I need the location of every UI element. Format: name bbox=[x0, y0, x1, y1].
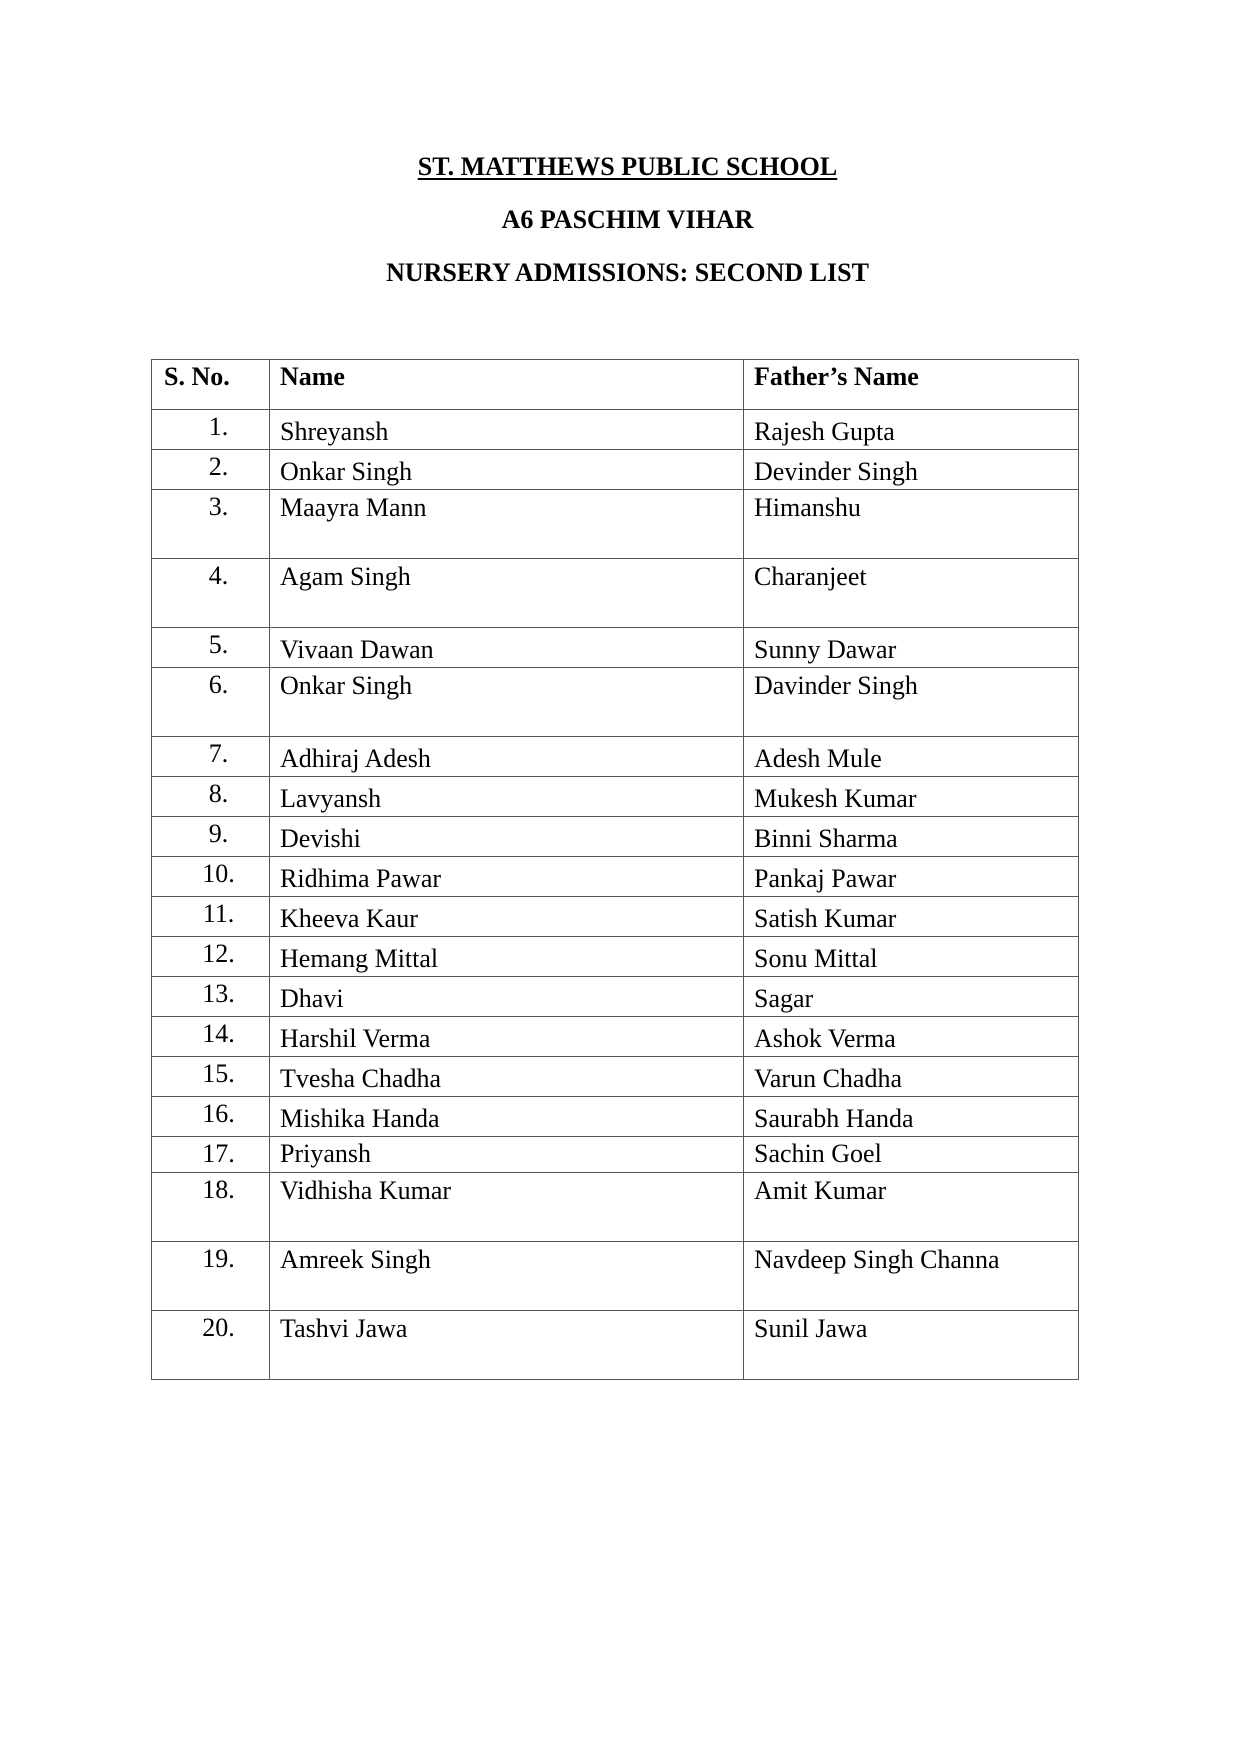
sno-cell: 1. bbox=[152, 410, 270, 450]
student-name-cell: Devishi bbox=[270, 817, 744, 857]
student-name-cell: Tashvi Jawa bbox=[270, 1311, 744, 1380]
table-row bbox=[152, 1097, 1079, 1137]
sno-cell: 5. bbox=[152, 628, 270, 668]
father-name-cell: Adesh Mule bbox=[744, 737, 1079, 777]
sno-cell: 12. bbox=[152, 937, 270, 977]
table-row bbox=[152, 897, 1079, 937]
table-row bbox=[152, 1173, 1079, 1242]
student-name-cell: Priyansh bbox=[270, 1137, 744, 1173]
list-title-heading: NURSERY ADMISSIONS: SECOND LIST bbox=[386, 258, 869, 287]
sno-cell: 9. bbox=[152, 817, 270, 857]
table-header-row bbox=[152, 360, 1079, 410]
sno-cell: 3. bbox=[152, 490, 270, 559]
admissions-table bbox=[151, 359, 1079, 1380]
table-row bbox=[152, 1242, 1079, 1311]
sno-cell: 2. bbox=[152, 450, 270, 490]
sno-cell: 8. bbox=[152, 777, 270, 817]
table-row bbox=[152, 817, 1079, 857]
student-name-cell: Harshil Verma bbox=[270, 1017, 744, 1057]
sno-cell: 7. bbox=[152, 737, 270, 777]
sno-cell: 18. bbox=[152, 1173, 270, 1242]
sno-cell: 13. bbox=[152, 977, 270, 1017]
student-name-cell: Vivaan Dawan bbox=[270, 628, 744, 668]
father-name-cell: Pankaj Pawar bbox=[744, 857, 1079, 897]
table-row bbox=[152, 977, 1079, 1017]
student-name-cell: Shreyansh bbox=[270, 410, 744, 450]
student-name-cell: Maayra Mann bbox=[270, 490, 744, 559]
sno-cell: 17. bbox=[152, 1137, 270, 1173]
student-name-cell: Hemang Mittal bbox=[270, 937, 744, 977]
father-name-cell: Rajesh Gupta bbox=[744, 410, 1079, 450]
student-name-cell: Mishika Handa bbox=[270, 1097, 744, 1137]
student-name-cell: Kheeva Kaur bbox=[270, 897, 744, 937]
sno-cell: 4. bbox=[152, 559, 270, 628]
sno-cell: 16. bbox=[152, 1097, 270, 1137]
father-name-cell: Sonu Mittal bbox=[744, 937, 1079, 977]
table-row bbox=[152, 450, 1079, 490]
father-name-cell: Satish Kumar bbox=[744, 897, 1079, 937]
table-row bbox=[152, 1017, 1079, 1057]
table-body bbox=[152, 410, 1079, 1380]
table-row bbox=[152, 410, 1079, 450]
school-name-heading: ST. MATTHEWS PUBLIC SCHOOL bbox=[417, 152, 838, 181]
table-row bbox=[152, 668, 1079, 737]
father-name-cell: Sagar bbox=[744, 977, 1079, 1017]
father-name-cell: Himanshu bbox=[744, 490, 1079, 559]
table-row bbox=[152, 559, 1079, 628]
sno-cell: 11. bbox=[152, 897, 270, 937]
table-row bbox=[152, 737, 1079, 777]
father-name-cell: Sunil Jawa bbox=[744, 1311, 1079, 1380]
student-name-cell: Adhiraj Adesh bbox=[270, 737, 744, 777]
father-name-cell: Sunny Dawar bbox=[744, 628, 1079, 668]
father-name-cell: Sachin Goel bbox=[744, 1137, 1079, 1173]
student-name-cell: Onkar Singh bbox=[270, 668, 744, 737]
student-name-cell: Tvesha Chadha bbox=[270, 1057, 744, 1097]
table-row bbox=[152, 937, 1079, 977]
table-row bbox=[152, 1057, 1079, 1097]
column-header-sno: S. No. bbox=[152, 360, 270, 410]
father-name-cell: Amit Kumar bbox=[744, 1173, 1079, 1242]
table-row bbox=[152, 1311, 1079, 1380]
student-name-cell: Agam Singh bbox=[270, 559, 744, 628]
father-name-cell: Charanjeet bbox=[744, 559, 1079, 628]
father-name-cell: Saurabh Handa bbox=[744, 1097, 1079, 1137]
student-name-cell: Ridhima Pawar bbox=[270, 857, 744, 897]
student-name-cell: Onkar Singh bbox=[270, 450, 744, 490]
sno-cell: 6. bbox=[152, 668, 270, 737]
table-row bbox=[152, 490, 1079, 559]
column-header-name: Name bbox=[270, 360, 744, 410]
father-name-cell: Binni Sharma bbox=[744, 817, 1079, 857]
table-row bbox=[152, 857, 1079, 897]
father-name-cell: Davinder Singh bbox=[744, 668, 1079, 737]
sno-cell: 14. bbox=[152, 1017, 270, 1057]
father-name-cell: Mukesh Kumar bbox=[744, 777, 1079, 817]
sno-cell: 20. bbox=[152, 1311, 270, 1380]
father-name-cell: Varun Chadha bbox=[744, 1057, 1079, 1097]
sno-cell: 10. bbox=[152, 857, 270, 897]
table-row bbox=[152, 1137, 1079, 1173]
father-name-cell: Ashok Verma bbox=[744, 1017, 1079, 1057]
student-name-cell: Amreek Singh bbox=[270, 1242, 744, 1311]
father-name-cell: Navdeep Singh Channa bbox=[744, 1242, 1079, 1311]
father-name-cell: Devinder Singh bbox=[744, 450, 1079, 490]
sno-cell: 15. bbox=[152, 1057, 270, 1097]
sno-cell: 19. bbox=[152, 1242, 270, 1311]
student-name-cell: Lavyansh bbox=[270, 777, 744, 817]
table-row bbox=[152, 777, 1079, 817]
address-heading: A6 PASCHIM VIHAR bbox=[501, 205, 754, 234]
column-header-father-name: Father’s Name bbox=[744, 360, 1079, 410]
table-row bbox=[152, 628, 1079, 668]
student-name-cell: Vidhisha Kumar bbox=[270, 1173, 744, 1242]
student-name-cell: Dhavi bbox=[270, 977, 744, 1017]
